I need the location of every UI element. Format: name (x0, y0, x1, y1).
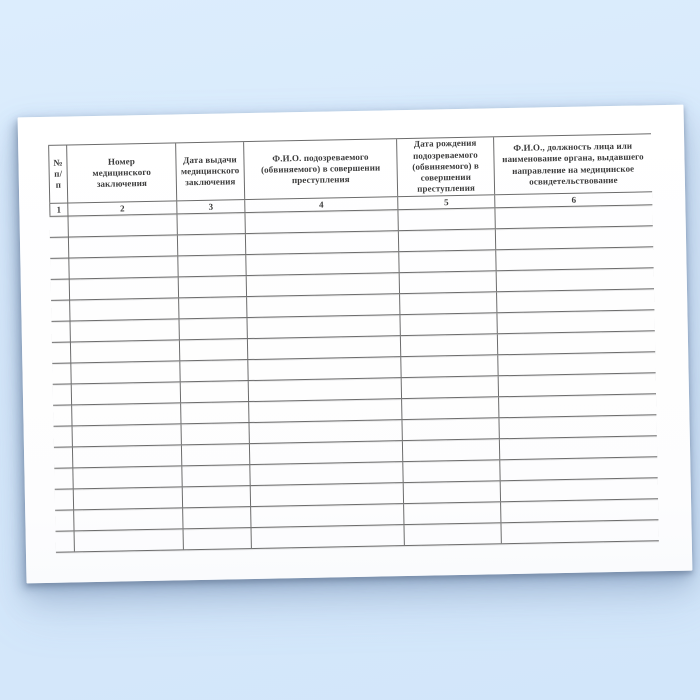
table-cell (73, 424, 182, 446)
table-cell (246, 231, 399, 254)
table-cell (400, 313, 497, 335)
table-cell (70, 298, 179, 320)
table-cell (71, 319, 180, 341)
table-cell (74, 508, 183, 530)
column-number-2: 2 (68, 201, 177, 215)
table-cell (497, 289, 654, 312)
table-cell (68, 214, 177, 236)
table-cell (500, 457, 657, 480)
table-cell (400, 292, 497, 314)
table-cell (182, 444, 250, 465)
table-cell (71, 340, 180, 362)
table-cell (246, 252, 399, 275)
table-cell (55, 510, 74, 530)
table-cell (249, 378, 402, 401)
column-header-number: № п/п (48, 145, 68, 202)
table-cell (51, 300, 70, 320)
table-cell (180, 339, 248, 360)
table-cell (179, 276, 247, 297)
table-cell (52, 342, 71, 362)
table-cell (245, 210, 398, 233)
table-cell (402, 376, 499, 398)
table-cell (500, 436, 657, 459)
table-cell (403, 460, 500, 482)
column-header-conclusion-no: Номер медицинского заключения (67, 143, 177, 202)
column-number-3: 3 (177, 200, 245, 213)
table-cell (184, 528, 252, 549)
table-cell (54, 447, 73, 467)
table-cell (248, 336, 401, 359)
table-cell (177, 213, 245, 234)
table-cell (251, 483, 404, 506)
table-cell (497, 310, 654, 333)
table-cell (247, 273, 400, 296)
table-cell (70, 277, 179, 299)
table-cell (499, 394, 656, 417)
table-cell (182, 465, 250, 486)
table-cell (249, 420, 402, 443)
column-number-5: 5 (398, 195, 495, 209)
table-cell (398, 208, 495, 230)
table-cell (69, 256, 178, 278)
table-cell (182, 423, 250, 444)
table-cell (497, 268, 654, 291)
table-cell (181, 381, 249, 402)
table-cell (178, 234, 246, 255)
table-cell (183, 486, 251, 507)
table-cell (73, 445, 182, 467)
table-cell (69, 235, 178, 257)
table-cell (402, 397, 499, 419)
table-cell (403, 439, 500, 461)
table-cell (53, 405, 72, 425)
table-cell (400, 271, 497, 293)
table-cell (498, 352, 655, 375)
table-cell (180, 360, 248, 381)
registration-table (48, 133, 659, 553)
column-number-1: 1 (49, 203, 68, 215)
table-cell (496, 247, 653, 270)
table-cell (50, 258, 69, 278)
table-cell (183, 507, 251, 528)
table-cell (501, 520, 658, 543)
table-cell (247, 315, 400, 338)
table-cell (495, 205, 652, 228)
table-cell (499, 415, 656, 438)
table-cell (251, 504, 404, 527)
table-cell (54, 426, 73, 446)
column-header-birth-date: Дата рождения подозреваемого (обвиняемого) в совершении преступления (397, 137, 495, 196)
column-header-suspect-name: Ф.И.О. подозреваемого (обвиняемого) в совершении преступления (244, 139, 398, 199)
table-cell (72, 382, 181, 404)
table-cell (54, 468, 73, 488)
table-cell (501, 499, 658, 522)
table-cell (73, 466, 182, 488)
table-cell (247, 294, 400, 317)
table-cell (498, 331, 655, 354)
table-cell (249, 399, 402, 422)
table-cell (51, 279, 70, 299)
table-cell (404, 523, 501, 545)
table-cell (250, 462, 403, 485)
table-body (50, 205, 659, 553)
table-cell (248, 357, 401, 380)
column-header-official-name: Ф.И.О., должность лица или наименование органа, выдавшего направление на медицинское освидетельствование (502, 140, 644, 187)
table-cell (399, 229, 496, 251)
table-cell (501, 478, 658, 501)
column-header-issue-date: Дата выдачи медицинского заключения (176, 142, 245, 200)
table-cell (52, 363, 71, 383)
table-cell (71, 361, 180, 383)
table-cell (252, 525, 405, 548)
table-cell (50, 237, 69, 257)
table-cell (499, 373, 656, 396)
table-cell (179, 318, 247, 339)
table-cell (56, 531, 75, 551)
column-number-6: 6 (571, 194, 577, 205)
table-cell (402, 418, 499, 440)
table-cell (401, 334, 498, 356)
table-cell (72, 403, 181, 425)
table-cell (404, 481, 501, 503)
table-cell (399, 250, 496, 272)
table-cell (55, 489, 74, 509)
table-cell (496, 226, 653, 249)
table-cell (75, 529, 184, 551)
table-cell (401, 355, 498, 377)
column-number-4: 4 (245, 197, 398, 212)
table-cell (178, 255, 246, 276)
paper-sheet (18, 105, 693, 584)
table-cell (181, 402, 249, 423)
table-cell (74, 487, 183, 509)
table-cell (50, 216, 69, 236)
table-cell (52, 321, 71, 341)
table-cell (53, 384, 72, 404)
table-cell (250, 441, 403, 464)
table-cell (404, 502, 501, 524)
table-cell (179, 297, 247, 318)
